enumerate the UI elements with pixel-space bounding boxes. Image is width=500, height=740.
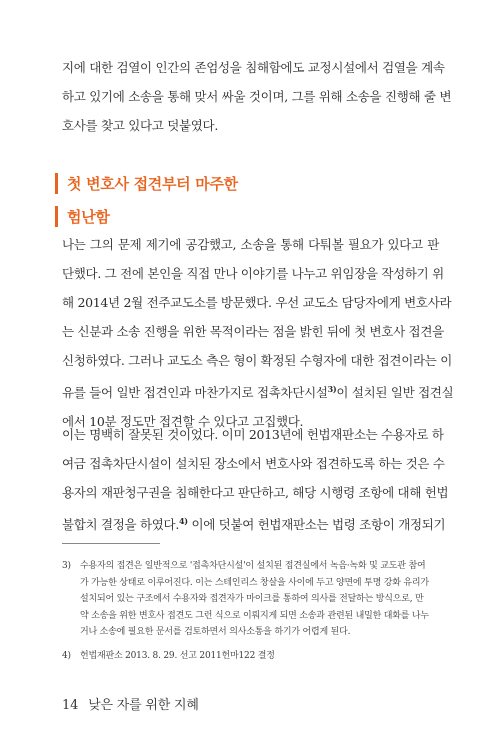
- text-segment: 불합치 결정을 하였다.: [62, 517, 179, 533]
- text-segment: 이에 덧붙여 헌법재판소는 법령 조항이 개정되기: [187, 517, 446, 533]
- heading-line-1: [55, 170, 238, 196]
- heading-text: 험난함: [67, 207, 110, 226]
- text-line: 지에 대한 검열이 인간의 존엄성을 침해함에도 교정시설에서 검열을 계속: [62, 60, 445, 75]
- footnote-3: [62, 558, 439, 641]
- text-line: 나는 그의 문제 제기에 공감했고, 소송을 통해 다퉈볼 필요가 있다고 판: [62, 237, 439, 252]
- heading-accent-bar: [55, 206, 58, 227]
- footnote-number: 4): [62, 650, 71, 661]
- text-line: 호사를 찾고 있다고 덧붙였다.: [62, 118, 218, 133]
- heading-accent-bar: [55, 173, 58, 194]
- text-line: 여금 접촉차단시설이 설치된 장소에서 변호사와 접견하도록 하는 것은 수: [62, 456, 445, 471]
- text-segment: 이 설치된 일반 접견실: [336, 385, 454, 401]
- footnote-4: [62, 648, 439, 665]
- page-number: 14: [62, 698, 79, 713]
- footnotes: [62, 558, 439, 671]
- footnote-ref[interactable]: 4): [179, 516, 188, 526]
- text-line: 는 신분과 소송 진행을 위한 목적이라는 점을 밝힌 뒤에 첫 변호사 접견을: [62, 324, 444, 339]
- text-line: 용자의 재판청구권을 침해한다고 판단하고, 해당 시행령 조항에 대해 헌법: [62, 485, 449, 500]
- footnote-line: 가 가능한 상태로 이루어진다. 이는 스테인리스 창살을 사이에 두고 양면에 투명 강화 유리가: [80, 577, 429, 588]
- text-line: 하고 있기에 소송을 통해 맞서 싸울 것이며, 그를 위해 소송을 진행해 줄 변: [62, 89, 452, 104]
- footnote-line: 헌법재판소 2013. 8. 29. 선고 2011헌마122 결정: [80, 650, 275, 661]
- text-line: 에서 10분 정도만 접견할 수 있다고 고집했다.: [62, 414, 304, 430]
- footnote-line: 거나 소송에 필요한 문서를 검토하면서 의사소통을 하기가 어렵게 된다.: [80, 627, 351, 637]
- heading-text: 첫 변호사 접견부터 마주한: [67, 174, 238, 193]
- footnote-number: 3): [62, 561, 71, 571]
- footnote-text: [80, 558, 439, 641]
- footnote-divider: [62, 543, 160, 544]
- footnote-ref[interactable]: 3): [327, 384, 337, 394]
- paragraph-1: [62, 53, 452, 140]
- page-footer: [62, 694, 199, 713]
- text-line: 해 2014년 2월 전주교도소를 방문했다. 우선 교도소 담당자에게 변호사라: [62, 295, 452, 310]
- text-line: 이는 명백히 잘못된 것이었다. 이미 2013년에 헌법재판소는 수용자로 하: [62, 427, 444, 442]
- paragraph-3: [62, 420, 449, 539]
- text-line: [62, 375, 454, 407]
- footnote-line: 수용자의 접견은 일반적으로 '접촉차단시설'이 설치된 접견실에서 녹음·녹화 및 교도관 참여: [80, 561, 426, 571]
- paragraph-2: [62, 230, 454, 436]
- text-line: 신청하였다. 그러나 교도소 측은 형이 확정된 수형자에 대한 접견이라는 이: [62, 353, 452, 368]
- footnote-text: [80, 648, 439, 665]
- footnote-line: 설치되어 있는 구조에서 수용자와 접견자가 마이크를 통하여 의사를 전달하는 방식으로, 만: [80, 594, 424, 604]
- text-line: 단했다. 그 전에 본인을 직접 만나 이야기를 나누고 위임장을 작성하기 위: [62, 266, 444, 281]
- footnote-line: 약 소송을 위한 변호사 접견도 그런 식으로 이뤄지게 되면 소송과 관련된 내밀한 대화를 나누: [80, 610, 429, 621]
- section-heading: [55, 170, 238, 236]
- book-title: 낮은 자를 위한 지혜: [88, 698, 199, 713]
- text-segment: 유를 들어 일반 접견인과 마찬가지로 접촉차단시설: [62, 385, 328, 401]
- text-line: [62, 507, 446, 539]
- heading-line-2: [55, 203, 238, 229]
